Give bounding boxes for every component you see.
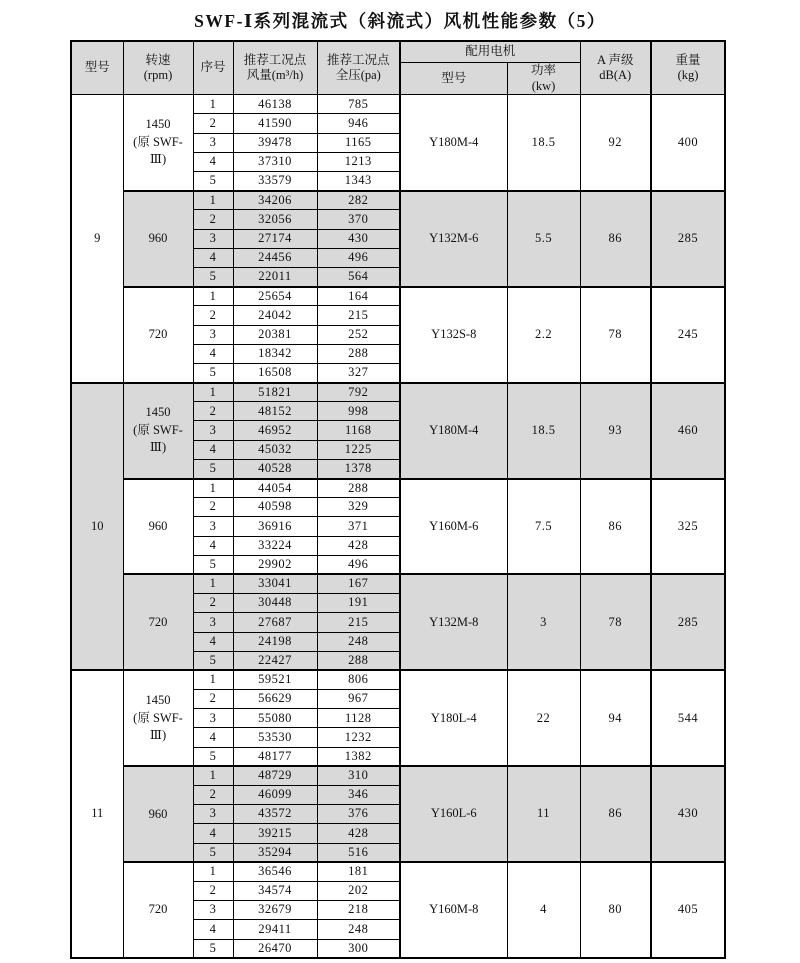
flow-cell: 48177 — [233, 747, 317, 766]
flow-cell: 46138 — [233, 95, 317, 114]
power-cell: 5.5 — [507, 191, 580, 287]
pressure-cell: 248 — [317, 632, 400, 651]
flow-cell: 48729 — [233, 766, 317, 785]
pressure-cell: 215 — [317, 306, 400, 325]
serial-cell: 2 — [193, 114, 233, 133]
table-body — [71, 95, 725, 958]
speed-value: 960 — [148, 806, 168, 821]
table-row — [71, 383, 725, 402]
serial-cell: 2 — [193, 594, 233, 613]
header-serial — [193, 41, 233, 95]
pressure-cell: 1378 — [317, 459, 400, 478]
serial-cell: 4 — [193, 920, 233, 939]
pressure-cell: 329 — [317, 498, 400, 517]
pressure-cell: 288 — [317, 651, 400, 670]
serial-cell: 1 — [193, 670, 233, 689]
performance-table — [70, 40, 726, 959]
flow-cell: 18342 — [233, 344, 317, 363]
header-power-line1: 功率 — [531, 63, 557, 77]
serial-cell: 3 — [193, 805, 233, 824]
pressure-cell: 310 — [317, 766, 400, 785]
power-cell: 18.5 — [507, 383, 580, 479]
motor-model-cell: Y180M-4 — [400, 383, 507, 479]
table-row — [71, 670, 725, 689]
flow-cell: 27174 — [233, 229, 317, 248]
pressure-cell: 428 — [317, 536, 400, 555]
flow-cell: 56629 — [233, 690, 317, 709]
flow-cell: 24042 — [233, 306, 317, 325]
flow-cell: 55080 — [233, 709, 317, 728]
pressure-cell: 1213 — [317, 152, 400, 171]
header-pressure — [317, 41, 400, 95]
noise-cell: 80 — [580, 862, 651, 958]
flow-cell: 16508 — [233, 363, 317, 382]
weight-cell: 285 — [651, 191, 725, 287]
speed-value: 1450 — [145, 405, 171, 420]
header-model-label: 型号 — [84, 60, 110, 75]
motor-model-cell: Y180M-4 — [400, 95, 507, 191]
pressure-cell: 300 — [317, 939, 400, 958]
table-row — [71, 479, 725, 498]
serial-cell: 1 — [193, 862, 233, 881]
flow-cell: 33224 — [233, 536, 317, 555]
speed-value: 1450 — [145, 117, 171, 132]
serial-cell: 3 — [193, 133, 233, 152]
serial-cell: 1 — [193, 383, 233, 402]
flow-cell: 27687 — [233, 613, 317, 632]
flow-cell: 53530 — [233, 728, 317, 747]
pressure-cell: 428 — [317, 824, 400, 843]
noise-cell: 78 — [580, 287, 651, 383]
header-speed-line2: (rpm) — [143, 68, 173, 83]
flow-cell: 43572 — [233, 805, 317, 824]
flow-cell: 45032 — [233, 440, 317, 459]
flow-cell: 39215 — [233, 824, 317, 843]
table-row — [71, 191, 725, 210]
serial-cell: 4 — [193, 824, 233, 843]
header-flow-line1: 推荐工况点 — [243, 52, 307, 67]
weight-cell: 460 — [651, 383, 725, 479]
pressure-cell: 167 — [317, 574, 400, 593]
serial-cell: 2 — [193, 881, 233, 900]
flow-cell: 33041 — [233, 574, 317, 593]
header-power-line2: (kw) — [531, 78, 556, 93]
serial-cell: 2 — [193, 402, 233, 421]
flow-cell: 46952 — [233, 421, 317, 440]
serial-cell: 3 — [193, 229, 233, 248]
power-cell: 22 — [507, 670, 580, 766]
flow-cell: 41590 — [233, 114, 317, 133]
pressure-cell: 215 — [317, 613, 400, 632]
table-row — [71, 95, 725, 114]
speed-cell — [123, 287, 193, 383]
pressure-cell: 370 — [317, 210, 400, 229]
serial-cell: 1 — [193, 766, 233, 785]
pressure-cell: 218 — [317, 901, 400, 920]
pressure-cell: 946 — [317, 114, 400, 133]
table-row — [71, 766, 725, 785]
speed-value: 960 — [148, 518, 168, 533]
flow-cell: 37310 — [233, 152, 317, 171]
header-noise-line2: dB(A) — [599, 68, 632, 83]
header-motor-group: 配用电机 — [400, 41, 580, 63]
serial-cell: 1 — [193, 574, 233, 593]
pressure-cell: 516 — [317, 843, 400, 862]
pressure-cell: 496 — [317, 248, 400, 267]
serial-cell: 1 — [193, 191, 233, 210]
noise-cell: 86 — [580, 766, 651, 862]
table-row — [71, 574, 725, 593]
power-cell: 4 — [507, 862, 580, 958]
model-cell: 9 — [71, 95, 123, 383]
serial-cell: 5 — [193, 843, 233, 862]
header-serial-label: 序号 — [200, 60, 226, 75]
flow-cell: 39478 — [233, 133, 317, 152]
speed-cell — [123, 670, 193, 766]
header-model — [71, 41, 123, 95]
header-noise-line1: A 声级 — [597, 52, 634, 67]
power-cell: 2.2 — [507, 287, 580, 383]
pressure-cell: 1165 — [317, 133, 400, 152]
flow-cell: 25654 — [233, 287, 317, 306]
pressure-cell: 248 — [317, 920, 400, 939]
pressure-cell: 1168 — [317, 421, 400, 440]
flow-cell: 29411 — [233, 920, 317, 939]
table-row — [71, 862, 725, 881]
weight-cell: 544 — [651, 670, 725, 766]
speed-note: (原 SWF-Ⅲ) — [133, 710, 183, 743]
pressure-cell: 1232 — [317, 728, 400, 747]
header-weight-line2: (kg) — [677, 68, 699, 83]
weight-cell: 245 — [651, 287, 725, 383]
pressure-cell: 1225 — [317, 440, 400, 459]
speed-note: (原 SWF-Ⅲ) — [133, 422, 183, 455]
speed-value: 720 — [148, 902, 168, 917]
serial-cell: 3 — [193, 709, 233, 728]
motor-model-cell: Y180L-4 — [400, 670, 507, 766]
speed-cell — [123, 191, 193, 287]
noise-cell: 92 — [580, 95, 651, 191]
flow-cell: 32679 — [233, 901, 317, 920]
serial-cell: 3 — [193, 325, 233, 344]
motor-model-cell: Y132M-8 — [400, 574, 507, 670]
serial-cell: 5 — [193, 939, 233, 958]
flow-cell: 44054 — [233, 479, 317, 498]
noise-cell: 94 — [580, 670, 651, 766]
power-cell: 7.5 — [507, 479, 580, 575]
pressure-cell: 785 — [317, 95, 400, 114]
serial-cell: 4 — [193, 440, 233, 459]
header-pressure-line2: 全压(pa) — [335, 68, 381, 83]
serial-cell: 5 — [193, 459, 233, 478]
speed-value: 720 — [148, 614, 168, 629]
noise-cell: 78 — [580, 574, 651, 670]
pressure-cell: 288 — [317, 344, 400, 363]
header-power — [507, 63, 580, 95]
page-title: SWF-Ⅰ系列混流式（斜流式）风机性能参数（5） — [194, 11, 606, 31]
motor-model-cell: Y132M-6 — [400, 191, 507, 287]
serial-cell: 4 — [193, 248, 233, 267]
noise-cell: 86 — [580, 191, 651, 287]
pressure-cell: 1128 — [317, 709, 400, 728]
pressure-cell: 202 — [317, 881, 400, 900]
motor-model-cell: Y160M-6 — [400, 479, 507, 575]
flow-cell: 40598 — [233, 498, 317, 517]
header-weight-line1: 重量 — [675, 52, 701, 67]
header-motor-model: 型号 — [400, 63, 507, 95]
flow-cell: 48152 — [233, 402, 317, 421]
speed-value: 1450 — [145, 693, 171, 708]
serial-cell: 3 — [193, 901, 233, 920]
serial-cell: 1 — [193, 287, 233, 306]
pressure-cell: 1343 — [317, 172, 400, 191]
table-row — [71, 287, 725, 306]
header-speed-line1: 转速 — [145, 52, 171, 67]
model-cell: 10 — [71, 383, 123, 671]
flow-cell: 29902 — [233, 555, 317, 574]
speed-cell — [123, 766, 193, 862]
pressure-cell: 252 — [317, 325, 400, 344]
speed-value: 720 — [148, 326, 168, 341]
weight-cell: 405 — [651, 862, 725, 958]
flow-cell: 26470 — [233, 939, 317, 958]
power-cell: 11 — [507, 766, 580, 862]
flow-cell: 51821 — [233, 383, 317, 402]
serial-cell: 5 — [193, 651, 233, 670]
pressure-cell: 346 — [317, 786, 400, 805]
speed-cell — [123, 862, 193, 958]
serial-cell: 4 — [193, 152, 233, 171]
header-weight — [651, 41, 725, 95]
pressure-cell: 371 — [317, 517, 400, 536]
model-cell: 11 — [71, 670, 123, 958]
speed-cell — [123, 479, 193, 575]
serial-cell: 5 — [193, 172, 233, 191]
flow-cell: 59521 — [233, 670, 317, 689]
pressure-cell: 496 — [317, 555, 400, 574]
serial-cell: 1 — [193, 479, 233, 498]
flow-cell: 32056 — [233, 210, 317, 229]
motor-model-cell: Y132S-8 — [400, 287, 507, 383]
header-pressure-line1: 推荐工况点 — [326, 52, 390, 67]
weight-cell: 400 — [651, 95, 725, 191]
serial-cell: 5 — [193, 363, 233, 382]
serial-cell: 5 — [193, 555, 233, 574]
pressure-cell: 998 — [317, 402, 400, 421]
speed-note: (原 SWF-Ⅲ) — [133, 134, 183, 167]
header-flow-line2: 风量(m³/h) — [246, 68, 304, 83]
serial-cell: 2 — [193, 498, 233, 517]
serial-cell: 3 — [193, 421, 233, 440]
pressure-cell: 1382 — [317, 747, 400, 766]
pressure-cell: 376 — [317, 805, 400, 824]
flow-cell: 36546 — [233, 862, 317, 881]
serial-cell: 1 — [193, 95, 233, 114]
speed-value: 960 — [148, 230, 168, 245]
flow-cell: 40528 — [233, 459, 317, 478]
noise-cell: 93 — [580, 383, 651, 479]
flow-cell: 46099 — [233, 786, 317, 805]
flow-cell: 24456 — [233, 248, 317, 267]
header-noise — [580, 41, 651, 95]
flow-cell: 24198 — [233, 632, 317, 651]
serial-cell: 2 — [193, 690, 233, 709]
pressure-cell: 181 — [317, 862, 400, 881]
power-cell: 3 — [507, 574, 580, 670]
serial-cell: 4 — [193, 728, 233, 747]
pressure-cell: 430 — [317, 229, 400, 248]
serial-cell: 2 — [193, 210, 233, 229]
flow-cell: 34574 — [233, 881, 317, 900]
motor-model-cell: Y160L-6 — [400, 766, 507, 862]
power-cell: 18.5 — [507, 95, 580, 191]
pressure-cell: 282 — [317, 191, 400, 210]
serial-cell: 3 — [193, 517, 233, 536]
header-flow — [233, 41, 317, 95]
speed-cell — [123, 383, 193, 479]
flow-cell: 20381 — [233, 325, 317, 344]
serial-cell: 2 — [193, 306, 233, 325]
table-header — [71, 41, 725, 95]
pressure-cell: 967 — [317, 690, 400, 709]
flow-cell: 36916 — [233, 517, 317, 536]
pressure-cell: 806 — [317, 670, 400, 689]
serial-cell: 2 — [193, 786, 233, 805]
motor-model-cell: Y160M-8 — [400, 862, 507, 958]
serial-cell: 4 — [193, 536, 233, 555]
speed-cell — [123, 95, 193, 191]
header-speed — [123, 41, 193, 95]
weight-cell: 285 — [651, 574, 725, 670]
flow-cell: 22427 — [233, 651, 317, 670]
flow-cell: 22011 — [233, 267, 317, 286]
serial-cell: 4 — [193, 344, 233, 363]
pressure-cell: 327 — [317, 363, 400, 382]
serial-cell: 5 — [193, 267, 233, 286]
serial-cell: 5 — [193, 747, 233, 766]
pressure-cell: 564 — [317, 267, 400, 286]
pressure-cell: 792 — [317, 383, 400, 402]
flow-cell: 35294 — [233, 843, 317, 862]
pressure-cell: 191 — [317, 594, 400, 613]
flow-cell: 34206 — [233, 191, 317, 210]
speed-cell — [123, 574, 193, 670]
pressure-cell: 164 — [317, 287, 400, 306]
flow-cell: 33579 — [233, 172, 317, 191]
serial-cell: 3 — [193, 613, 233, 632]
noise-cell: 86 — [580, 479, 651, 575]
pressure-cell: 288 — [317, 479, 400, 498]
weight-cell: 430 — [651, 766, 725, 862]
weight-cell: 325 — [651, 479, 725, 575]
flow-cell: 30448 — [233, 594, 317, 613]
serial-cell: 4 — [193, 632, 233, 651]
